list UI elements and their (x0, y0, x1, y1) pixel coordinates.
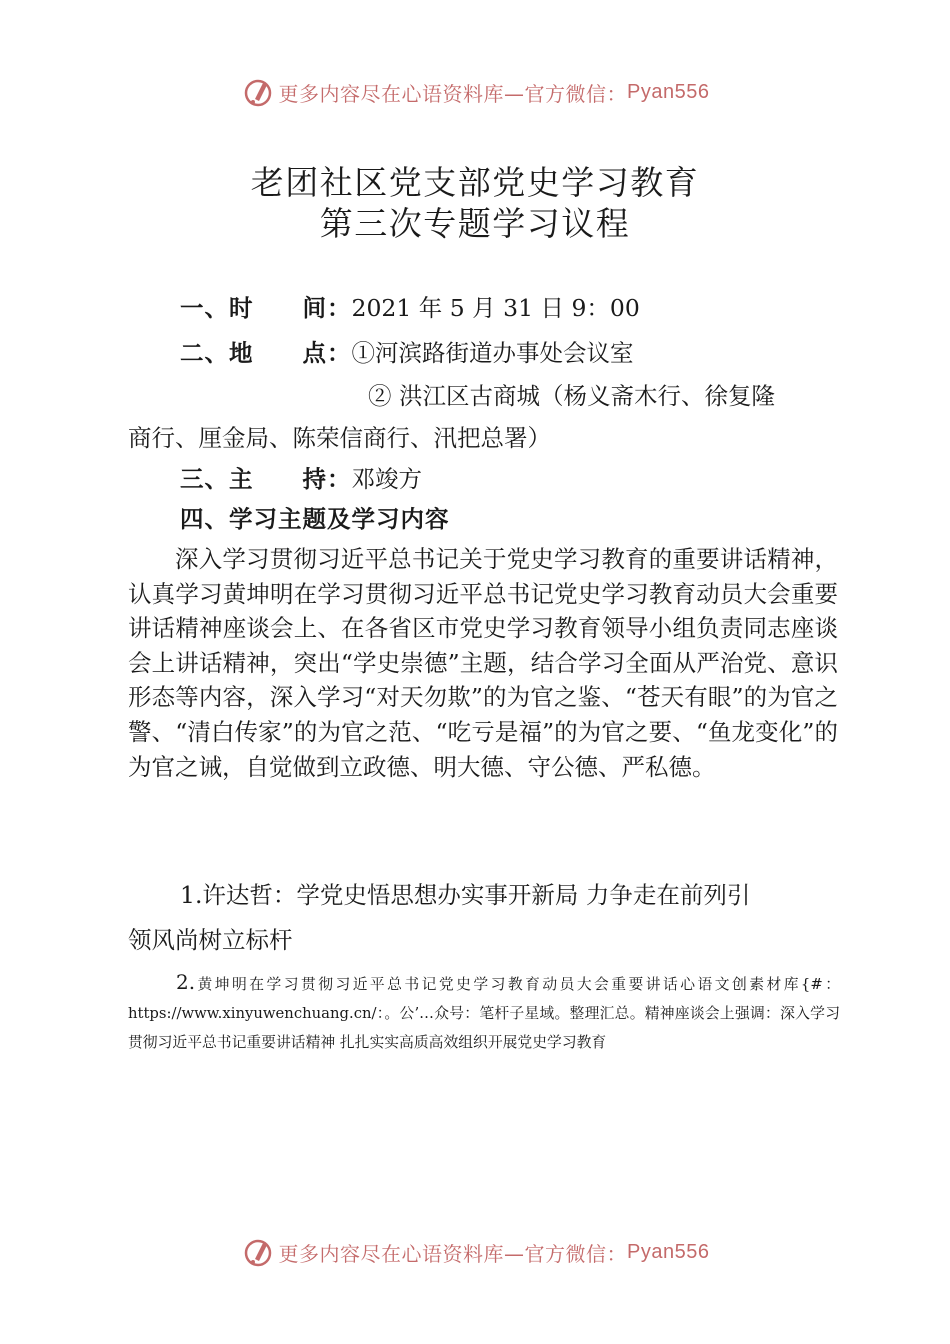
agenda-host (180, 462, 422, 496)
header-brand-banner (0, 72, 950, 112)
item-2 (128, 968, 840, 1057)
place-value-2-line2: 商行、厘金局、陈荣信商行、汛把总署） (128, 424, 551, 452)
brand-text: 更多内容尽在心语资料库—官方微信： (278, 81, 628, 106)
brand-text: 更多内容尽在心语资料库—官方微信： (278, 1241, 628, 1266)
place-label: 二、地 点： (180, 339, 352, 367)
footer-brand-banner (0, 1232, 950, 1272)
theme-heading: 四、学习主题及学习内容 (180, 505, 450, 533)
place-value-1: ①河滨路街道办事处会议室 (351, 339, 634, 367)
study-content-paragraph: 深入学习贯彻习近平总书记关于党史学习教育的重要讲话精神，认真学习黄坤明在学习贯彻习近平总书记党史学习教育动员大会重要讲话精神座谈会上、在各省区市党史学习教育领导小组负责同志座谈会上讲话精神，突出“学史崇德”主题，结合学习全面从严治党、意识形态等内容，深入学习“对天勿欺”的为官之鉴、“苍天有眼”的为官之警、“清白传家”的为官之范、“吃亏是福”的为官之要、“鱼龙变化”的为官之诫，自觉做到立政德、明大德、守公德、严私德。 (128, 545, 838, 781)
brand-wechat-id: Pyan556 (627, 1240, 710, 1263)
time-value: 2021 年 5 月 31 日 9：00 (351, 294, 640, 322)
document-title-line1: 老团社区党支部党史学习教育 (250, 163, 700, 202)
agenda-place (180, 336, 634, 370)
item-1-line1: 1.许达哲：学党史悟思想办实事开新局 力争走在前列引 (180, 881, 751, 909)
item-2-number: 2. (176, 970, 196, 994)
agenda-time (180, 291, 640, 325)
host-label: 三、主 持： (180, 465, 352, 493)
item-1-line2: 领风尚树立标杆 (128, 926, 293, 954)
pen-nib-logo-icon (241, 75, 275, 109)
time-label: 一、时 间： (180, 294, 352, 322)
host-value: 邓竣方 (351, 465, 422, 493)
place-value-2-line1: ② 洪江区古商城（杨义斋木行、徐复隆 (368, 382, 775, 410)
pen-nib-logo-icon (241, 1235, 275, 1269)
brand-wechat-id: Pyan556 (627, 80, 710, 103)
document-title-line2: 第三次专题学习议程 (319, 204, 631, 243)
item-2-text: 黄坤明在学习贯彻习近平总书记党史学习教育动员大会重要讲话心语文创素材库{#：https://www.xinyuwenchuang.cn/：。公’…众号：笔杆子星域。整理汇总。精神座谈会上强调：深入学习贯彻习近平总书记重要讲话精神 扎扎实实高质高效组织开展党史学习教育 (128, 976, 840, 1051)
